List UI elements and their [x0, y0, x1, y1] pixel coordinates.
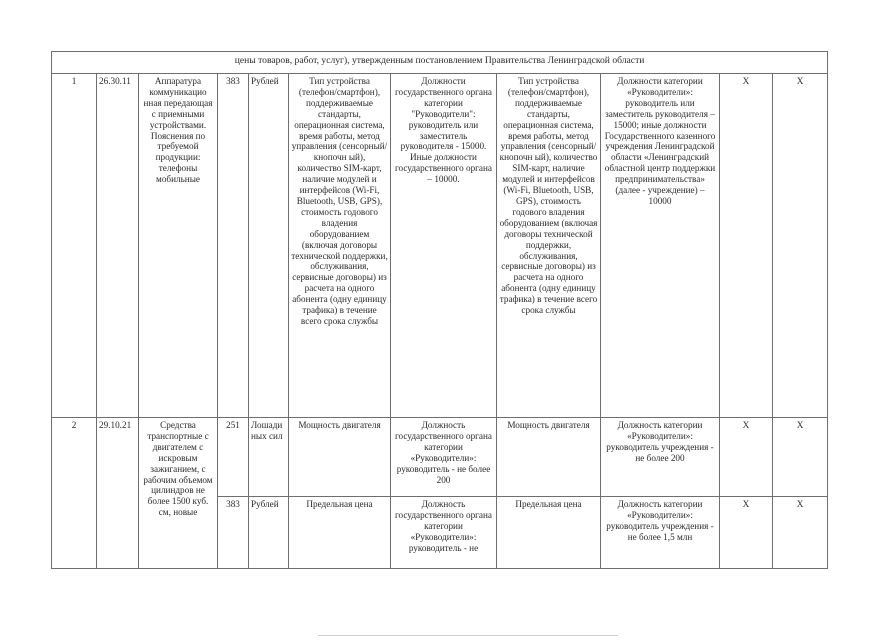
cell-value: Должность государственного органа категории «Руководители»: руководитель - не более 200 — [391, 418, 497, 497]
cell-value: Должность государственного органа категории «Руководители»: руководитель - не — [391, 497, 497, 569]
cell-x-mark: X — [773, 497, 828, 569]
cell-characteristic: Мощность двигателя — [289, 418, 391, 497]
cell-unit-name: Рублей — [249, 497, 289, 569]
cell-unit-name: Рублей — [249, 74, 289, 418]
cell-product-name: Средства транспортные с двигателем с искровым зажиганием, с рабочим объемом цилиндров не более 1500 куб. см, новые — [139, 418, 218, 569]
cell-characteristic-2: Мощность двигателя — [497, 418, 601, 497]
cell-value-2: Должности категории «Руководители»: руководитель или заместитель руководителя – 15000; иные должности Государственного казенного учреждения Ленинградской области «Ленинградский областной центр поддержки предпринимательства» (далее - учреждение) – 10000 — [601, 74, 720, 418]
cell-unit-code: 251 — [218, 418, 249, 497]
cell-x-mark: X — [720, 497, 773, 569]
table-header-row — [52, 52, 828, 74]
scan-edge-line — [318, 635, 618, 636]
cell-value: Должности государственного органа категории "Руководители": руководитель или заместитель руководителя - 15000. Иные должности государственного органа – 10000. — [391, 74, 497, 418]
cell-okpd-code: 29.10.21 — [97, 418, 139, 569]
cell-x-mark: X — [720, 418, 773, 497]
cell-x-mark: X — [773, 418, 828, 497]
cell-value-2: Должность категории «Руководители»: руководитель учреждения - не более 1,5 млн — [601, 497, 720, 569]
cell-row-number: 1 — [52, 74, 97, 418]
table-header-text: цены товаров, работ, услуг), утвержденным постановлением Правительства Ленинградской области — [52, 52, 828, 74]
table-row — [52, 418, 828, 497]
cell-characteristic: Предельная цена — [289, 497, 391, 569]
cell-x-mark: X — [773, 74, 828, 418]
cell-product-name: Аппаратура коммуникацио нная передающая с приемными устройствами. Пояснения по требуемой продукции: телефоны мобильные — [139, 74, 218, 418]
cell-characteristic-2: Предельная цена — [497, 497, 601, 569]
regulation-table — [51, 51, 828, 569]
cell-x-mark: X — [720, 74, 773, 418]
cell-row-number: 2 — [52, 418, 97, 569]
cell-characteristic: Тип устройства (телефон/смартфон), поддерживаемые стандарты, операционная система, время работы, метод управления (сенсорный/кнопочн ый), количество SIM-карт, наличие модулей и интерфейсов (Wi-Fi, Bluetooth, USB, GPS), стоимость годового владения оборудованием (включая договоры технической поддержки, обслуживания, сервисные договоры) из расчета на одного абонента (одну единицу трафика) в течение всего срока службы — [289, 74, 391, 418]
cell-unit-code: 383 — [218, 74, 249, 418]
cell-value-2: Должность категории «Руководители»: руководитель учреждения - не более 200 — [601, 418, 720, 497]
cell-unit-name: Лошади ных сил — [249, 418, 289, 497]
table-row — [52, 74, 828, 418]
cell-characteristic-2: Тип устройства (телефон/смартфон), поддерживаемые стандарты, операционная система, время работы, метод управления (сенсорный/кнопочн ый), количество SIM-карт, наличие модулей и интерфейсов (Wi-Fi, Bluetooth, USB, GPS), стоимость годового владения оборудованием (включая договоры технической поддержки, обслуживания, сервисные договоры) из расчета на одного абонента (одну единицу трафика) в течение всего срока службы — [497, 74, 601, 418]
cell-unit-code: 383 — [218, 497, 249, 569]
cell-okpd-code: 26.30.11 — [97, 74, 139, 418]
